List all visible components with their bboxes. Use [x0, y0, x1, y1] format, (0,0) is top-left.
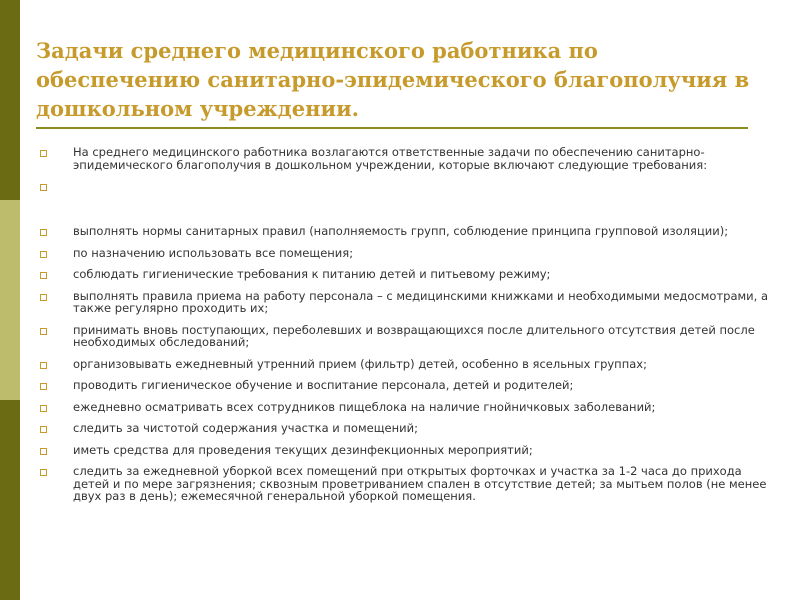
square-bullet-icon [40, 362, 47, 369]
bullet-text: организовывать ежедневный утренний прием (фильтр) детей, особенно в ясельных группах; [73, 356, 647, 371]
square-bullet-icon [40, 328, 47, 335]
bullet-text: ежедневно осматривать всех сотрудников пищеблока на наличие гнойничковых заболеваний; [73, 399, 656, 414]
left-bar-segment [0, 400, 20, 600]
square-bullet-icon [40, 383, 47, 390]
left-decorative-bar [0, 0, 20, 600]
bullet-item [36, 180, 778, 216]
square-bullet-icon [40, 150, 47, 157]
bullet-item [36, 268, 778, 281]
bullet-text: иметь средства для проведения текущих дезинфекционных мероприятий; [73, 442, 533, 457]
bullet-item [36, 379, 778, 392]
bullet-text: выполнять правила приема на работу персонала – с медицинскими книжками и необходимыми медосмотрами, а также регулярно проходить их; [73, 288, 769, 315]
square-bullet-icon [40, 405, 47, 412]
bullet-item [36, 146, 778, 171]
slide-title: Задачи среднего медицинского работника по обеспечению санитарно-эпидемического благополучия в дошкольном учреждении. [36, 38, 750, 121]
title-underline [36, 127, 748, 129]
bullet-text: проводить гигиеническое обучение и воспитание персонала, детей и родителей; [73, 378, 574, 392]
bullet-text: по назначению использовать все помещения; [73, 245, 354, 260]
square-bullet-icon [40, 251, 47, 258]
bullet-item [36, 290, 778, 315]
left-bar-segment [0, 200, 20, 400]
square-bullet-icon [40, 184, 47, 191]
left-bar-segment [0, 0, 20, 200]
square-bullet-icon [40, 469, 47, 476]
bullet-text: следить за чистотой содержания участка и помещений; [73, 421, 418, 435]
bullet-item [36, 358, 778, 371]
bullet-item [36, 324, 778, 349]
bullet-text: На среднего медицинского работника возлагаются ответственные задачи по обеспечению санитарно-эпидемического благополучия в дошкольном учреждении, которые включают следующие требования: [73, 145, 708, 172]
bullet-item [36, 422, 778, 435]
bullet-item [36, 401, 778, 414]
bullet-item [36, 247, 778, 260]
bullet-text: следить за ежедневной уборкой всех помещений при открытых форточках и участка за 1-2 часа до прихода детей и по мере загрязнения; сквозным проветриванием спален в отсутствие детей; за мытьем полов (не менее двух раз в день); ежемесячной генеральной уборкой помещения. [73, 464, 767, 503]
bullet-item [36, 225, 778, 238]
square-bullet-icon [40, 294, 47, 301]
bullet-text: выполнять нормы санитарных правил (наполняемость групп, соблюдение принципа групповой изоляции); [73, 224, 729, 238]
bullet-item [36, 465, 778, 503]
bullet-list [36, 137, 778, 503]
bullet-item [36, 444, 778, 457]
square-bullet-icon [40, 448, 47, 455]
square-bullet-icon [40, 426, 47, 433]
square-bullet-icon [40, 272, 47, 279]
bullet-text: соблюдать гигиенические требования к питанию детей и питьевому режиму; [73, 267, 551, 281]
bullet-text: принимать вновь поступающих, переболевших и возвращающихся после длительного отсутствия детей после необходимых обследований; [73, 322, 755, 349]
square-bullet-icon [40, 229, 47, 236]
